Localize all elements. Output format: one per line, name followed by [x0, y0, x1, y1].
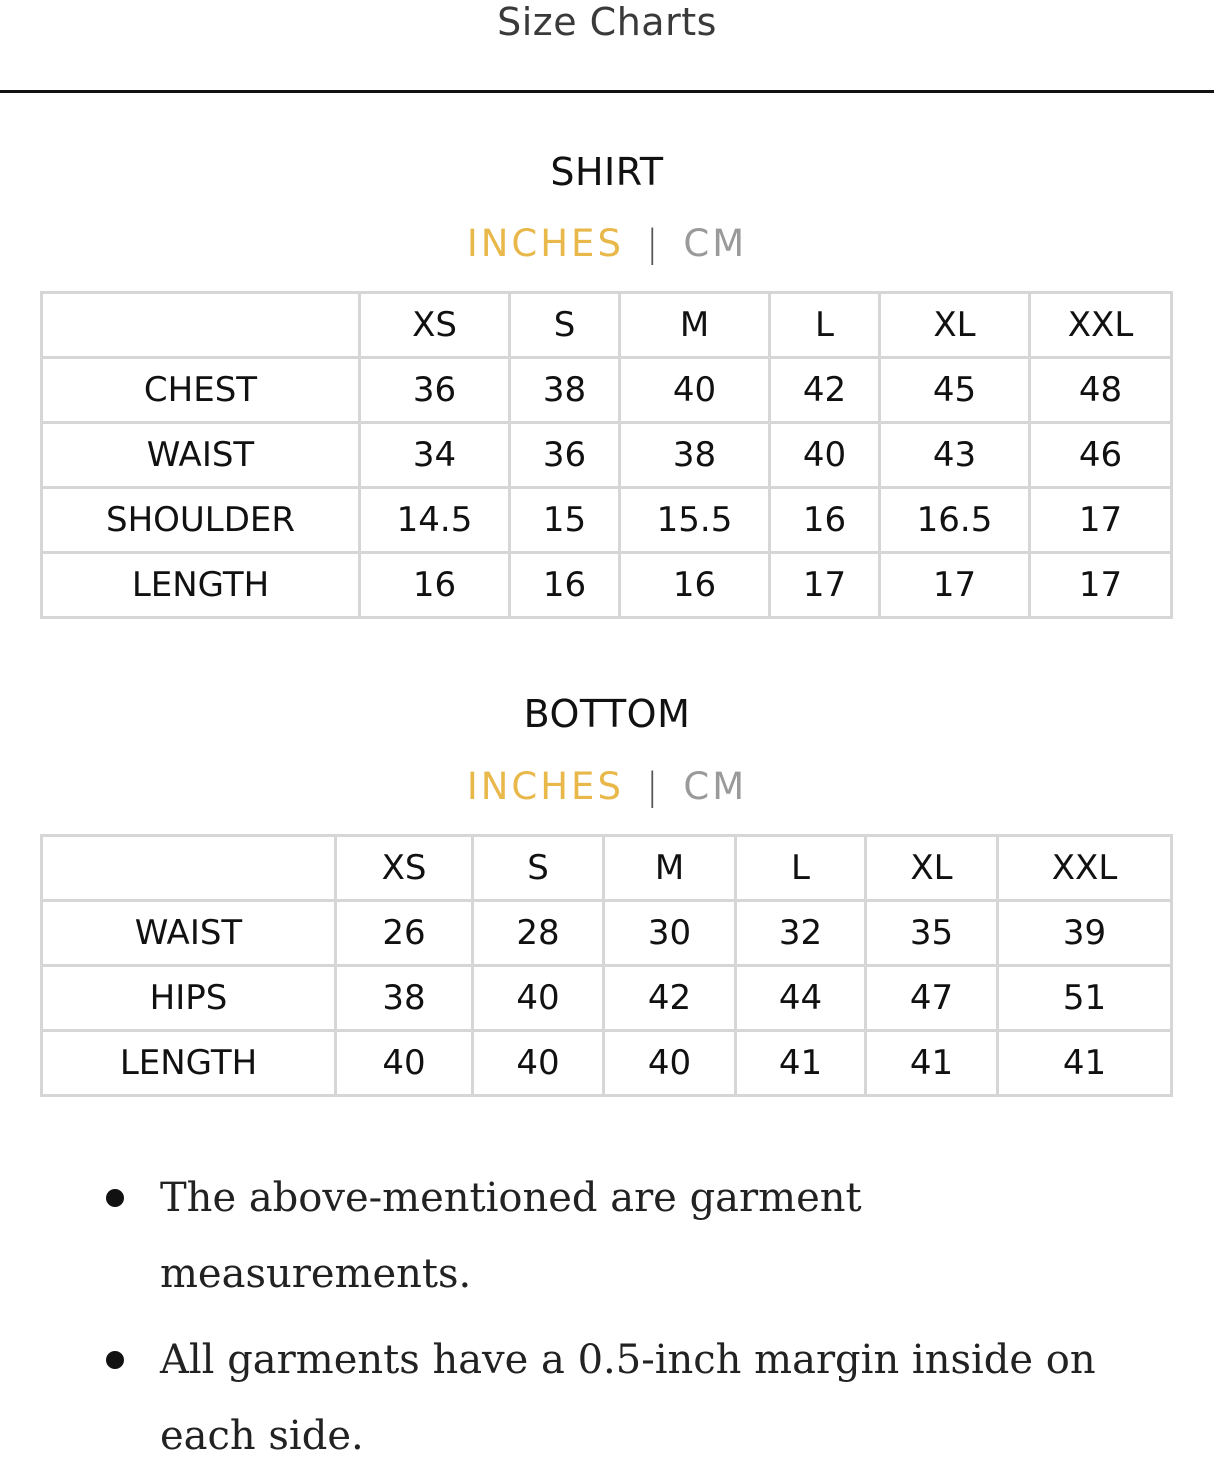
row-label: HIPS	[42, 966, 336, 1031]
notes-list	[0, 1160, 1214, 1484]
shirt-cm-toggle[interactable]: CM	[683, 222, 748, 265]
table-cell: 40	[473, 966, 604, 1031]
table-cell: 42	[770, 358, 880, 423]
row-label: CHEST	[42, 358, 360, 423]
row-label: SHOULDER	[42, 488, 360, 553]
bullet-icon	[106, 1351, 124, 1369]
table-row	[42, 966, 1172, 1031]
table-cell: 17	[1030, 488, 1172, 553]
shirt-header-s: S	[510, 293, 620, 358]
shirt-header-xxl: XXL	[1030, 293, 1172, 358]
table-cell: 28	[473, 901, 604, 966]
table-cell: 41	[998, 1031, 1172, 1096]
shirt-header-row	[42, 293, 1172, 358]
table-cell: 17	[770, 553, 880, 618]
bottom-header-xxl: XXL	[998, 836, 1172, 901]
shirt-unit-separator: |	[645, 222, 662, 265]
row-label: WAIST	[42, 423, 360, 488]
table-cell: 36	[510, 423, 620, 488]
table-cell: 26	[336, 901, 473, 966]
table-cell: 41	[866, 1031, 998, 1096]
row-label: WAIST	[42, 901, 336, 966]
table-row	[42, 358, 1172, 423]
bottom-header-xl: XL	[866, 836, 998, 901]
table-cell: 48	[1030, 358, 1172, 423]
shirt-header-m: M	[620, 293, 770, 358]
table-cell: 46	[1030, 423, 1172, 488]
table-row	[42, 553, 1172, 618]
table-row	[42, 423, 1172, 488]
table-cell: 42	[604, 966, 736, 1031]
bottom-header-l: L	[736, 836, 866, 901]
bottom-cm-toggle[interactable]: CM	[683, 765, 748, 808]
table-cell: 36	[360, 358, 510, 423]
shirt-header-l: L	[770, 293, 880, 358]
table-cell: 30	[604, 901, 736, 966]
page-title: Size Charts	[497, 0, 717, 44]
bottom-header-xs: XS	[336, 836, 473, 901]
table-cell: 45	[880, 358, 1030, 423]
note-text: The above-mentioned are garment measurements.	[160, 1175, 862, 1297]
list-item	[0, 1160, 1214, 1312]
table-cell: 51	[998, 966, 1172, 1031]
note-text: All garments have a 0.5-inch margin inside on each side.	[160, 1337, 1096, 1459]
table-cell: 47	[866, 966, 998, 1031]
table-cell: 16.5	[880, 488, 1030, 553]
table-row	[42, 1031, 1172, 1096]
table-cell: 16	[360, 553, 510, 618]
bottom-header-s: S	[473, 836, 604, 901]
bottom-unit-separator: |	[645, 765, 662, 808]
table-cell: 16	[620, 553, 770, 618]
bullet-icon	[106, 1189, 124, 1207]
shirt-unit-toggle	[0, 222, 1214, 266]
table-cell: 38	[620, 423, 770, 488]
page-header	[0, 0, 1214, 93]
table-cell: 44	[736, 966, 866, 1031]
shirt-header-xs: XS	[360, 293, 510, 358]
table-cell: 17	[1030, 553, 1172, 618]
table-cell: 40	[620, 358, 770, 423]
table-cell: 40	[473, 1031, 604, 1096]
bottom-size-table	[40, 834, 1173, 1097]
table-cell: 16	[770, 488, 880, 553]
table-cell: 38	[510, 358, 620, 423]
table-cell: 40	[604, 1031, 736, 1096]
shirt-section-title: SHIRT	[550, 150, 664, 194]
table-cell: 40	[770, 423, 880, 488]
table-cell: 41	[736, 1031, 866, 1096]
bottom-header-row	[42, 836, 1172, 901]
row-label: LENGTH	[42, 553, 360, 618]
bottom-header-blank	[42, 836, 336, 901]
table-row	[42, 488, 1172, 553]
table-row	[42, 901, 1172, 966]
list-item	[0, 1322, 1214, 1474]
shirt-size-table	[40, 291, 1173, 619]
table-cell: 16	[510, 553, 620, 618]
table-cell: 40	[336, 1031, 473, 1096]
table-cell: 39	[998, 901, 1172, 966]
row-label: LENGTH	[42, 1031, 336, 1096]
table-cell: 15	[510, 488, 620, 553]
shirt-inches-toggle[interactable]: INCHES	[466, 222, 624, 265]
bottom-inches-toggle[interactable]: INCHES	[466, 765, 624, 808]
table-cell: 14.5	[360, 488, 510, 553]
table-cell: 15.5	[620, 488, 770, 553]
bottom-header-m: M	[604, 836, 736, 901]
bottom-section-title: BOTTOM	[523, 692, 691, 736]
table-cell: 35	[866, 901, 998, 966]
shirt-header-xl: XL	[880, 293, 1030, 358]
bottom-unit-toggle	[0, 765, 1214, 809]
table-cell: 43	[880, 423, 1030, 488]
table-cell: 38	[336, 966, 473, 1031]
table-cell: 32	[736, 901, 866, 966]
shirt-header-blank	[42, 293, 360, 358]
table-cell: 34	[360, 423, 510, 488]
table-cell: 17	[880, 553, 1030, 618]
